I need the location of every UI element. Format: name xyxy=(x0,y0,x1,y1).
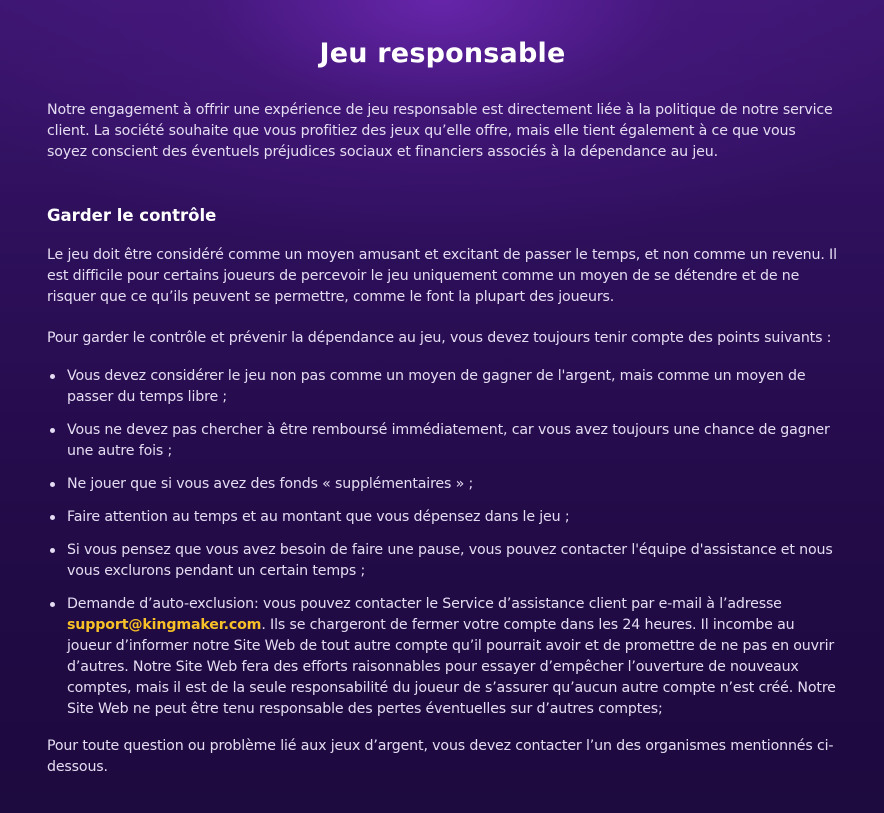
self-exclusion-text-end: . Ils se chargeront de fermer votre compte dans les 24 heures. Il incombe au joueur d’informer notre Site Web de tout autre compte qu’il pourrait avoir et de promettre de ne pas en ouvrir d’autres. Notre Site Web fera des efforts raisonnables pour essayer d’empêcher l’ouverture de nouveaux comptes, mais il est de la seule responsabilité du joueur de s’assurer qu’aucun autre compte n’est créé. Notre Site Web ne peut être tenu responsable des pertes éventuelles sur d’autres comptes; xyxy=(67,617,836,717)
section-heading: Garder le contrôle xyxy=(47,206,217,225)
list-item: Ne jouer que si vous avez des fonds « supplémentaires » ; xyxy=(47,474,838,495)
section-paragraph-1: Le jeu doit être considéré comme un moyen amusant et excitant de passer le temps, et non comme un revenu. Il est difficile pour certains joueurs de percevoir le jeu uniquement comme un moyen de se détendre et de ne risquer que ce qu’ils peuvent se permettre, comme le font la plupart des joueurs. xyxy=(47,247,837,305)
list-item: Faire attention au temps et au montant que vous dépensez dans le jeu ; xyxy=(47,507,838,528)
page-title: Jeu responsable xyxy=(319,38,566,69)
intro-paragraph: Notre engagement à offrir une expérience de jeu responsable est directement liée à la politique de notre service client. La société souhaite que vous profitiez des jeux qu’elle offre, mais elle tient également à ce que vous soyez conscient des éventuels préjudices sociaux et financiers associés à la dépendance au jeu. xyxy=(47,102,833,160)
section-paragraph-2: Pour garder le contrôle et prévenir la dépendance au jeu, vous devez toujours tenir compte des points suivants : xyxy=(47,330,832,346)
list-item: Vous devez considérer le jeu non pas comme un moyen de gagner de l'argent, mais comme un moyen de passer du temps libre ; xyxy=(47,366,838,408)
closing-paragraph: Pour toute question ou problème lié aux jeux d’argent, vous devez contacter l’un des organismes mentionnés ci-dessous. xyxy=(47,738,834,775)
support-email-link[interactable]: support@kingmaker.com xyxy=(67,617,262,633)
list-item: Si vous pensez que vous avez besoin de faire une pause, vous pouvez contacter l'équipe d'assistance et nous vous exclurons pendant un certain temps ; xyxy=(47,540,838,582)
rules-list xyxy=(47,366,838,720)
self-exclusion-text-start: Demande d’auto-exclusion: vous pouvez contacter le Service d’assistance client par e-mail à l’adresse xyxy=(67,596,782,612)
list-item-self-exclusion xyxy=(47,594,838,720)
list-item: Vous ne devez pas chercher à être remboursé immédiatement, car vous avez toujours une chance de gagner une autre fois ; xyxy=(47,420,838,462)
